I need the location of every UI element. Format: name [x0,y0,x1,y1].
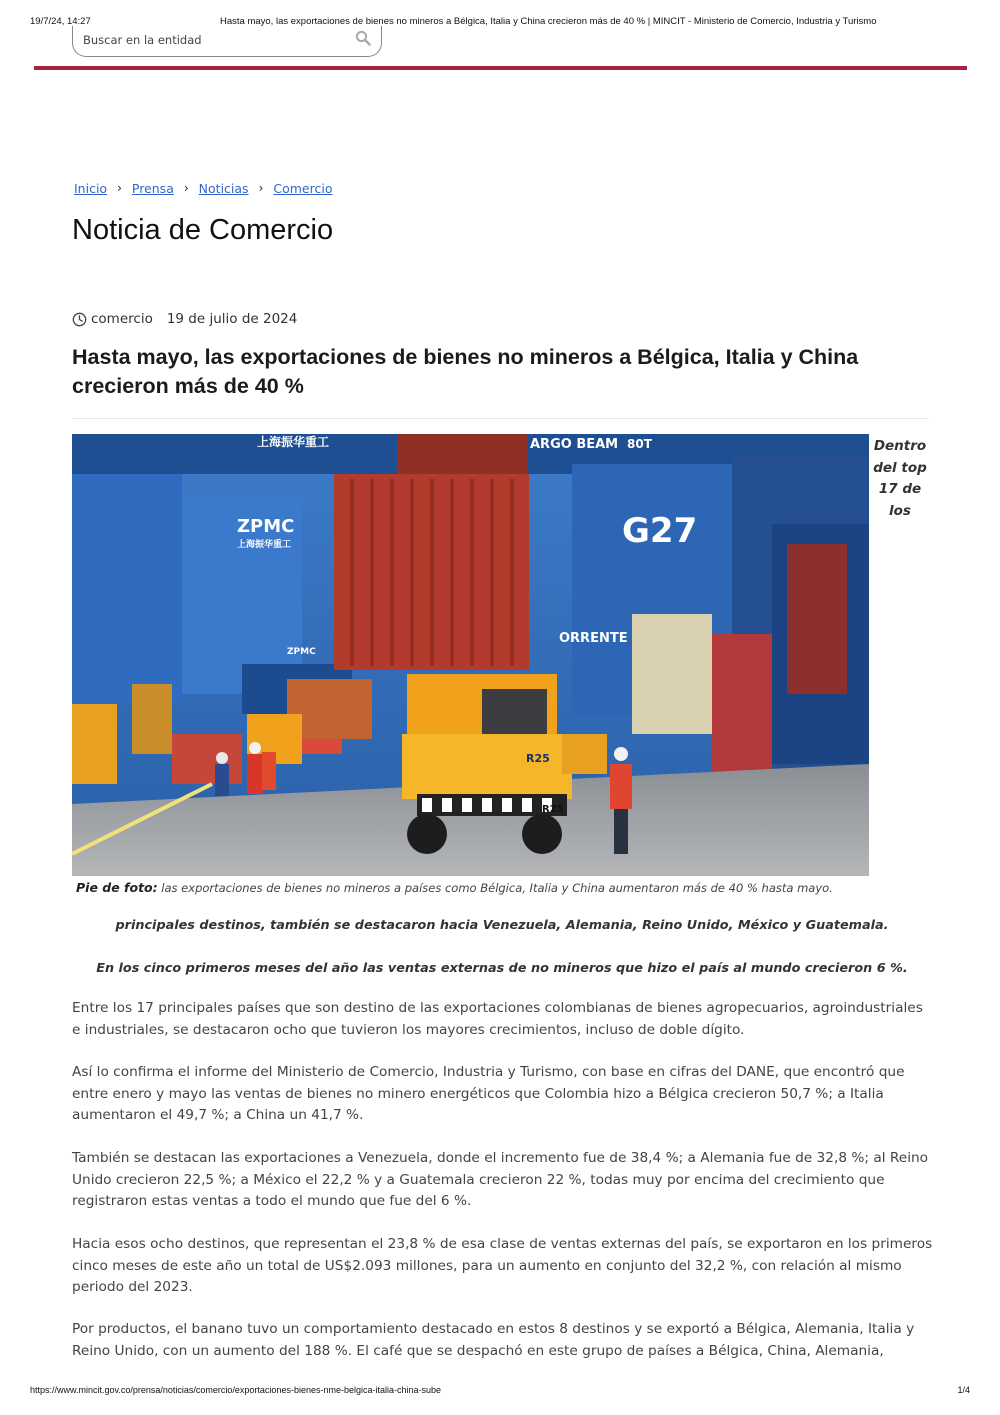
divider [72,418,929,419]
sign-text: 上海振华重工 [257,435,330,449]
body-paragraph: Por productos, el banano tuvo un comportamiento destacado en estos 8 destinos y se exportó a Bélgica, Alemania, Italia y Reino Unido, con un aumento del 188 %. El café que se despachó en este grupo de países a Bélgica, China, Alemania, [72,1321,915,1359]
breadcrumb-link-inicio[interactable]: Inicio [74,180,108,196]
sign-text: R25 [542,804,564,815]
sign-text: ORRENTE [559,631,628,646]
print-timestamp: 19/7/24, 14:27 [30,16,91,27]
category-label: comercio [91,311,153,327]
sign-text: 80T [627,437,652,451]
sign-text: ZPMC [237,516,295,537]
clock-icon [72,312,87,327]
publish-date: 19 de julio de 2024 [166,311,298,327]
lead-text: En los cinco primeros meses del año las ventas externas de no mineros que hizo el país al mundo crecieron 6 %. [96,961,908,976]
breadcrumb-link-prensa[interactable]: Prensa [131,180,174,196]
breadcrumb-link-noticias[interactable]: Noticias [198,180,249,196]
body-paragraph: Hacia esos ocho destinos, que representan el 23,8 % de esa clase de ventas externas del país, se exportaron en los primeros cinco meses de este año un total de US$2.093 millones, para un aumento en conjunto del 32,2 %, con relación al mismo periodo del 2023. [72,1236,933,1295]
sign-text: ARGO BEAM [530,437,619,452]
sign-text: G27 [622,511,698,551]
article-photo [72,434,869,876]
page-number: 1/4 [957,1385,970,1395]
port-container-photo [72,434,869,876]
sign-text: R25 [526,752,550,765]
print-url: https://www.mincit.gov.co/prensa/noticias/comercio/exportaciones-bienes-nme-belgica-italia-china-sube [30,1385,442,1395]
search-box [72,26,382,57]
side-quote: Dentro del top 17 de los [873,438,927,519]
chevron-right-icon: › [117,181,122,195]
chevron-right-icon: › [183,181,189,195]
sign-text: 上海振华重工 [237,540,292,550]
article-headline: Hasta mayo, las exportaciones de bienes no mineros a Bélgica, Italia y China crecieron más de 40 % [72,345,859,398]
search-input[interactable] [83,32,343,48]
search-icon[interactable] [355,30,371,46]
caption-text: las exportaciones de bienes no mineros a países como Bélgica, Italia y China aumentaron más de 40 % hasta mayo. [161,881,833,895]
lead-text: principales destinos, también se destacaron hacia Venezuela, Alemania, Reino Unido, México y Guatemala. [115,918,889,933]
photo-caption [76,880,936,895]
body-paragraph: Así lo confirma el informe del Ministerio de Comercio, Industria y Turismo, con base en cifras del DANE, que encontró que entre enero y mayo las ventas de bienes no minero energéticos que Colombia hizo a Bélgica crecieron 50,7 %; a Italia aumentaron el 49,7 %; a China un 41,7 %. [72,1064,905,1123]
print-footer [30,1385,970,1397]
article-meta [72,310,297,328]
chevron-right-icon: › [258,181,264,195]
body-paragraph: Entre los 17 principales países que son destino de las exportaciones colombianas de bienes agropecuarios, agroindustriales e industriales, se destacaron ocho que tuvieron los mayores crecimientos, incluso de doble dígito. [72,1000,923,1038]
page-title: Noticia de Comercio [72,214,334,246]
header-accent-rule [34,66,967,70]
sign-text: ZPMC [287,647,316,657]
print-page-title: Hasta mayo, las exportaciones de bienes no mineros a Bélgica, Italia y China crecieron más de 40 % | MINCIT - Ministerio de Comercio, Industria y Turismo [220,16,877,27]
breadcrumb [74,180,332,196]
body-paragraph: También se destacan las exportaciones a Venezuela, donde el incremento fue de 38,4 %; a Alemania fue de 32,8 %; al Reino Unido crecieron 22,5 %; a México el 22,2 % y a Guatemala crecieron 22 %, todas muy por encima del crecimiento que registraron estas ventas a todo el mundo que fue del 6 %. [72,1150,929,1209]
caption-label: Pie de foto: [76,880,158,895]
breadcrumb-link-comercio[interactable]: Comercio [273,180,333,196]
